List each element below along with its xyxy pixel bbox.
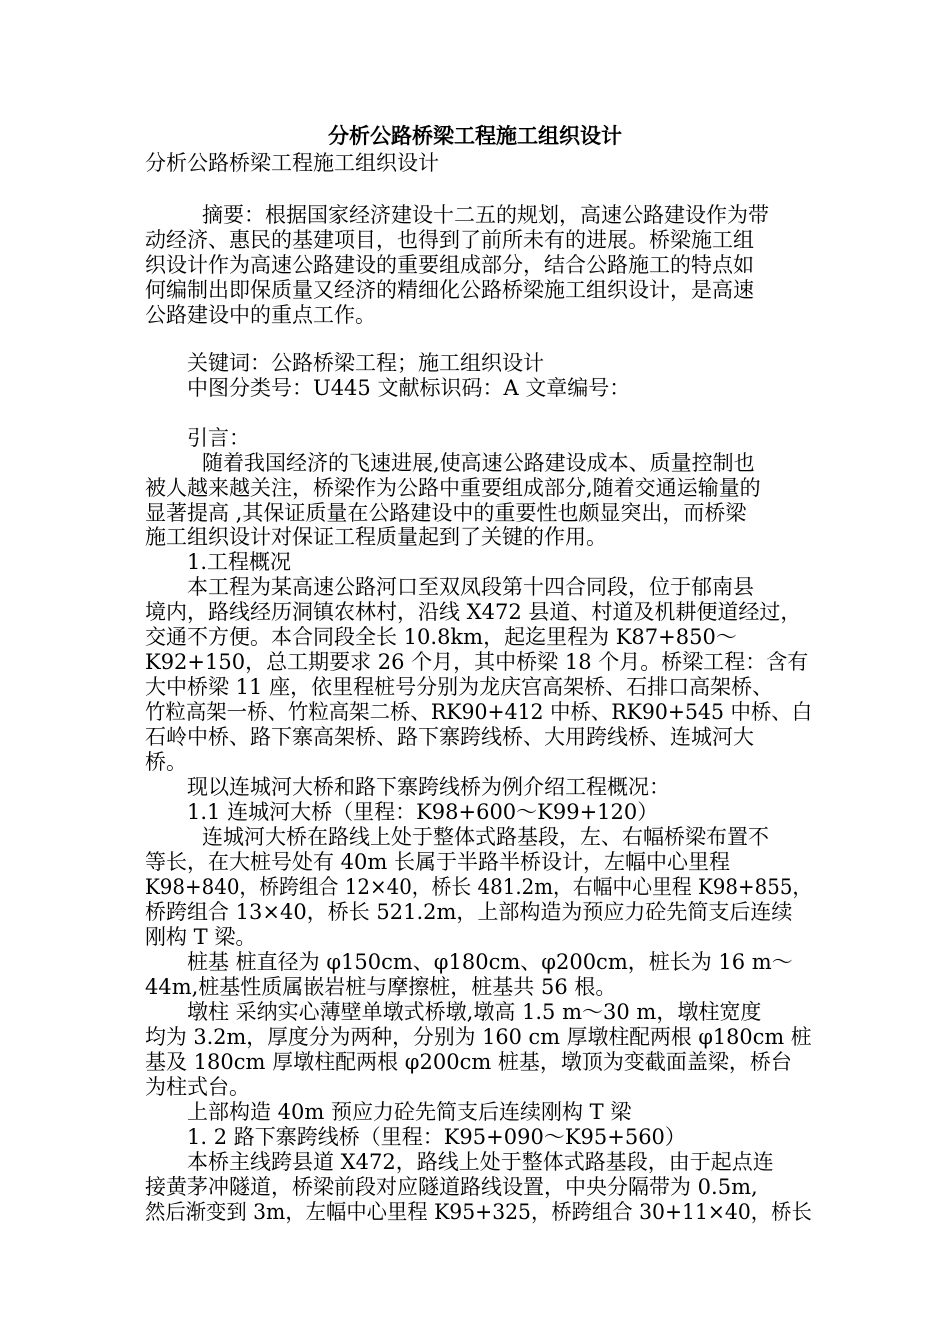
bridge-line: 接黄茅冲隧道，桥梁前段对应隧道路线设置，中央分隔带为 0.5m, — [145, 1175, 758, 1199]
abstract-line: 动经济、惠民的基建项目，也得到了前所未有的进展。桥梁施工组 — [145, 228, 754, 252]
abstract-line: 公路建设中的重点工作。 — [145, 303, 376, 327]
overview-line: 本工程为某高速公路河口至双凤段第十四合同段，位于郁南县 — [187, 575, 754, 599]
intro-line: 随着我国经济的飞速进展,使高速公路建设成本、质量控制也 — [202, 451, 755, 475]
pier-line: 为柱式台。 — [145, 1075, 250, 1099]
pier-line: 墩柱 采纳实心薄壁单墩式桥墩,墩高 1.5 m～30 m，墩柱宽度 — [187, 1000, 762, 1024]
overview-line: 竹粒高架一桥、竹粒高架二桥、RK90+412 中桥、RK90+545 中桥、白 — [145, 700, 813, 724]
pile-line: 44m,桩基性质属嵌岩桩与摩擦桩，桩基共 56 根。 — [145, 975, 617, 999]
abstract-line: 摘要：根据国家经济建设十二五的规划，高速公路建设作为带 — [202, 203, 769, 227]
bridge-line: 本桥主线跨县道 X472，路线上处于整体式路基段，由于起点连 — [187, 1150, 774, 1174]
subsection-heading: 1. 2 路下寨跨线桥（里程：K95+090～K95+560） — [187, 1125, 686, 1149]
overview-line: 交通不方便。本合同段全长 10.8km，起迄里程为 K87+850～ — [145, 625, 737, 649]
abstract-line: 何编制出即保质量又经济的精细化公路桥梁施工组织设计，是高速 — [145, 278, 754, 302]
bridge-line: 刚构 T 梁。 — [145, 925, 257, 949]
bridge-line: K98+840，桥跨组合 12×40，桥长 481.2m，右幅中心里程 K98+855， — [145, 875, 813, 899]
intro-line: 被人越来越关注，桥梁作为公路中重要组成部分,随着交通运输量的 — [145, 476, 761, 500]
overview-line: 石岭中桥、路下寨高架桥、路下寨跨线桥、大用跨线桥、连城河大 — [145, 725, 754, 749]
superstructure-line: 上部构造 40m 预应力砼先简支后连续刚构 T 梁 — [187, 1100, 632, 1124]
intro-line: 施工组织设计对保证工程质量起到了关键的作用。 — [145, 525, 607, 549]
section-heading: 1.工程概况 — [187, 550, 292, 574]
document-title: 分析公路桥梁工程施工组织设计 — [328, 123, 622, 148]
bridge-line: 连城河大桥在路线上处于整体式路基段，左、右幅桥梁布置不 — [202, 825, 769, 849]
overview-line: 境内，路线经历洞镇农林村，沿线 X472 县道、村道及机耕便道经过， — [145, 600, 802, 624]
subsection-heading: 1.1 连城河大桥（里程：K98+600～K99+120） — [187, 800, 659, 824]
pier-line: 基及 180cm 厚墩柱配两根 φ200cm 桩基，墩顶为变截面盖梁，桥台 — [145, 1050, 792, 1074]
overview-line: 大中桥梁 11 座，依里程桩号分别为龙庆宫高架桥、石排口高架桥、 — [145, 675, 774, 699]
abstract-line: 织设计作为高速公路建设的重要组成部分，结合公路施工的特点如 — [145, 253, 754, 277]
pile-line: 桩基 桩直径为 φ150cm、φ180cm、φ200cm，桩长为 16 m～ — [187, 950, 793, 974]
keywords-line: 关键词：公路桥梁工程；施工组织设计 — [187, 351, 544, 375]
classification-line: 中图分类号：U445 文献标识码：A 文章编号： — [187, 376, 631, 400]
bridge-line: 桥跨组合 13×40，桥长 521.2m，上部构造为预应力砼先简支后连续 — [145, 900, 793, 924]
overview-line: K92+150，总工期要求 26 个月，其中桥梁 18 个月。桥梁工程：含有 — [145, 650, 809, 674]
overview-line: 现以连城河大桥和路下寨跨线桥为例介绍工程概况： — [187, 775, 670, 799]
pier-line: 均为 3.2m，厚度分为两种，分别为 160 cm 厚墩柱配两根 φ180cm 桩 — [145, 1025, 812, 1049]
intro-line: 显著提高 ,其保证质量在公路建设中的重要性也颇显突出，而桥梁 — [145, 501, 747, 525]
bridge-line: 等长，在大桩号处有 40m 长属于半路半桥设计，左幅中心里程 — [145, 850, 730, 874]
overview-line: 桥。 — [145, 750, 187, 774]
bridge-line: 然后渐变到 3m，左幅中心里程 K95+325，桥跨组合 30+11×40，桥长 — [145, 1200, 812, 1224]
subtitle-line: 分析公路桥梁工程施工组织设计 — [145, 151, 439, 175]
intro-heading: 引言： — [187, 426, 250, 450]
